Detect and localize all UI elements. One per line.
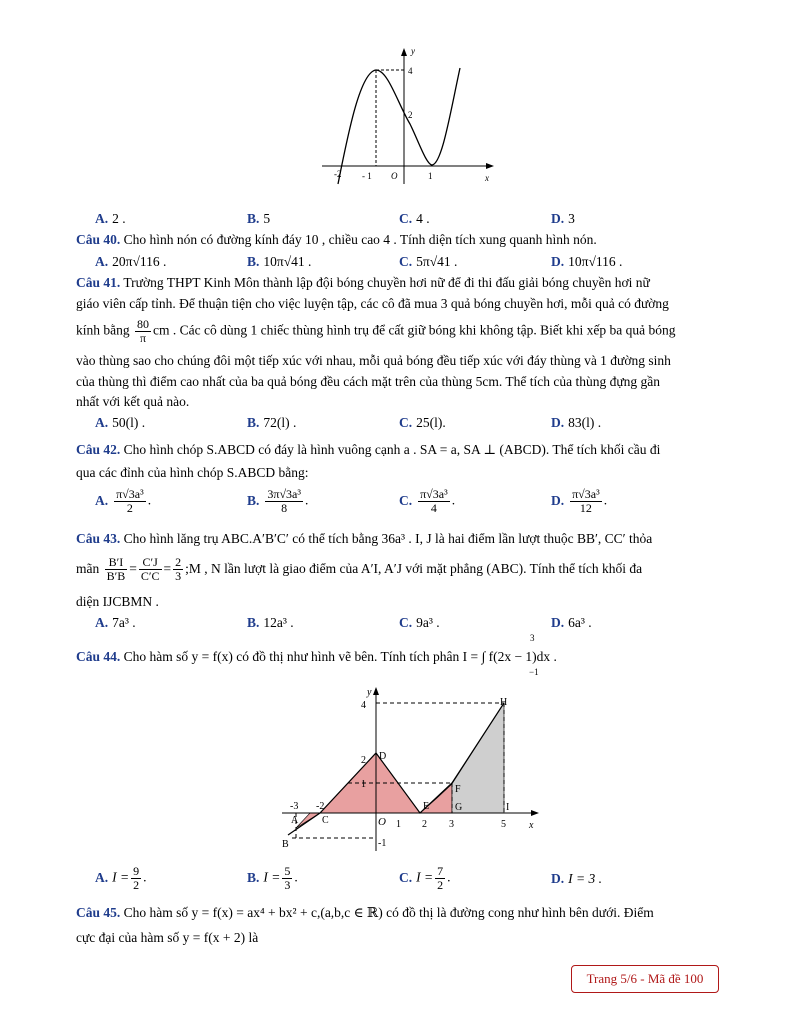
q42-option-d[interactable]: D. $\frac{\text{π√3a³}}{12}$ . [551, 487, 608, 515]
g2-tick-y2: 2 [361, 755, 366, 766]
q41-line-5: của thùng thì điểm cao nhất của ba quả bóng đều cách mặt trên của thùng 5cm. Thể tích của thùng đựng gần [76, 374, 661, 389]
q41-option-d[interactable]: D. 83(l) . [551, 415, 602, 430]
q40-option-c[interactable]: C. 5π√41 . [399, 254, 458, 269]
q39-option-b[interactable]: B. 5 [247, 211, 271, 226]
g1-tick-4: 4 [408, 66, 413, 76]
g1-tick-2: 2 [408, 110, 413, 120]
q41-line-4: vào thùng sao cho chúng đôi một tiếp xúc với nhau, mỗi quả bóng đều tiếp xúc với đáy thùng và 1 đường sinh [76, 353, 671, 368]
q41-line-1: Câu 41. Trường THPT Kinh Môn thành lập đội bóng chuyền hơi nữ để đi thi đấu giải bóng chuyền hơi nữ [76, 275, 650, 290]
q42-option-a[interactable]: A. $\frac{\text{π√3a³}}{2}$ . [95, 487, 152, 515]
g2-point-c: C [322, 815, 329, 826]
q42-option-b[interactable]: B. $\frac{\text{3π√3a³}}{8}$ . [247, 487, 309, 515]
q44-option-c[interactable]: C. I = $\frac{7}{2}$ . [399, 864, 451, 892]
g2-point-i: I [506, 802, 510, 813]
q43-line-3: diện IJCBMN . [76, 594, 159, 609]
g2-point-e: E [423, 801, 430, 812]
g2-ylabel: y [367, 687, 372, 698]
g2-tick-x2: 2 [422, 819, 427, 830]
g2-tick-ym1: -1 [378, 838, 387, 849]
page-footer: Trang 5/6 - Mã đề 100 [571, 965, 719, 993]
g2-tick-x5: 5 [501, 819, 506, 830]
q43-option-b[interactable]: B. 12a³ . [247, 615, 294, 630]
g2-tick-y1: 1 [361, 779, 366, 790]
q41-option-b[interactable]: B. 72(l) . [247, 415, 297, 430]
g2-point-g: G [455, 802, 463, 813]
q39-option-a[interactable]: A. 2 . [95, 211, 126, 226]
g2-tick-y4: 4 [361, 700, 366, 711]
g1-ylabel: y [411, 46, 415, 56]
q40-option-a[interactable]: A. 20π√116 . [95, 254, 167, 269]
q39-option-d[interactable]: D. 3 [551, 211, 575, 226]
g2-tick-xm2: -2 [316, 801, 325, 812]
graph-piecewise [272, 683, 542, 853]
q41-line-6: nhất với kết quả nào. [76, 394, 190, 409]
g1-tick-m2: -2 [334, 169, 342, 179]
q41-option-a[interactable]: A. 50(l) . [95, 415, 146, 430]
g2-point-h: H [500, 697, 508, 708]
graph-cubic [318, 44, 498, 186]
q40-stem: Câu 40. Cho hình nón có đường kính đáy 10 , chiều cao 4 . Tính diện tích xung quanh hình nón. [76, 232, 597, 247]
q43-option-a[interactable]: A. 7a³ . [95, 615, 136, 630]
g2-point-b: B [282, 839, 289, 850]
g1-xlabel: x [485, 173, 489, 183]
q42-option-c[interactable]: C. $\frac{\text{π√3a³}}{4}$ . [399, 487, 456, 515]
g2-point-d: D [379, 751, 387, 762]
q44-option-a[interactable]: A. I = $\frac{9}{2}$ . [95, 864, 147, 892]
q45-line-1: Câu 45. Cho hàm số y = f(x) = ax⁴ + bx² + c,(a,b,c ∈ ℝ) có đồ thị là đường cong như hình bên dưới. Điểm [76, 905, 654, 920]
g2-point-f: F [455, 784, 461, 795]
q44-lower-limit: −1 [529, 667, 539, 677]
q44-upper-limit: 3 [530, 633, 535, 643]
g2-xlabel: x [529, 820, 534, 831]
q44-option-d[interactable]: D. I = 3 . [551, 871, 602, 886]
q39-option-c[interactable]: C. 4 . [399, 211, 430, 226]
q41-line-3: kính bằng $\frac{80}{\pi}$ cm . Các cô dùng 1 chiếc thùng hình trụ để cất giữ bóng khi không tập. Biết khi xếp ba quả bóng [76, 317, 676, 345]
g1-origin: O [391, 171, 398, 181]
q44-stem: Câu 44. Cho hàm số y = f(x) có đồ thị như hình vẽ bên. Tính tích phân I = ∫ f(2x − 1)dx . [76, 649, 557, 664]
q43-option-d[interactable]: D. 6a³ . [551, 615, 592, 630]
q43-line-1: Câu 43. Cho hình lăng trụ ABC.A′B′C′ có thể tích bằng 36a³ . I, J là hai điểm lần lượt thuộc BB′, CC′ thỏa [76, 531, 653, 546]
g2-tick-xm3: -3 [290, 801, 299, 812]
g1-tick-1: 1 [428, 171, 433, 181]
q41-option-c[interactable]: C. 25(l). [399, 415, 446, 430]
g2-origin: O [378, 816, 386, 828]
g2-tick-x3: 3 [449, 819, 454, 830]
q40-option-b[interactable]: B. 10π√41 . [247, 254, 312, 269]
q44-option-b[interactable]: B. I = $\frac{5}{3}$ . [247, 864, 298, 892]
q42-line-2: qua các đỉnh của hình chóp S.ABCD bằng: [76, 465, 309, 480]
g1-tick-m1: - 1 [362, 171, 372, 181]
q43-line-2: mãn $\frac{B'I}{B'B}$ = $\frac{C'J}{C'C}$ = $\frac{2}{3}$ ;M , N lần lượt là giao điểm của A′I, A′J với mặt phẳng (ABC). Tính thể tích khối đa [76, 555, 643, 584]
q40-option-d[interactable]: D. 10π√116 . [551, 254, 623, 269]
g2-point-a: A [291, 815, 299, 826]
q41-line-2: giáo viên cấp tỉnh. Để thuận tiện cho việc luyện tập, các cô đã mua 3 quả bóng chuyền hơi, mỗi quả có đường [76, 296, 669, 311]
g2-tick-x1: 1 [396, 819, 401, 830]
q43-option-c[interactable]: C. 9a³ . [399, 615, 440, 630]
q42-line-1: Câu 42. Cho hình chóp S.ABCD có đáy là hình vuông cạnh a . SA = a, SA ⊥ (ABCD). Thể tích khối cầu đi [76, 442, 661, 457]
q45-line-2: cực đại của hàm số y = f(x + 2) là [76, 930, 259, 945]
